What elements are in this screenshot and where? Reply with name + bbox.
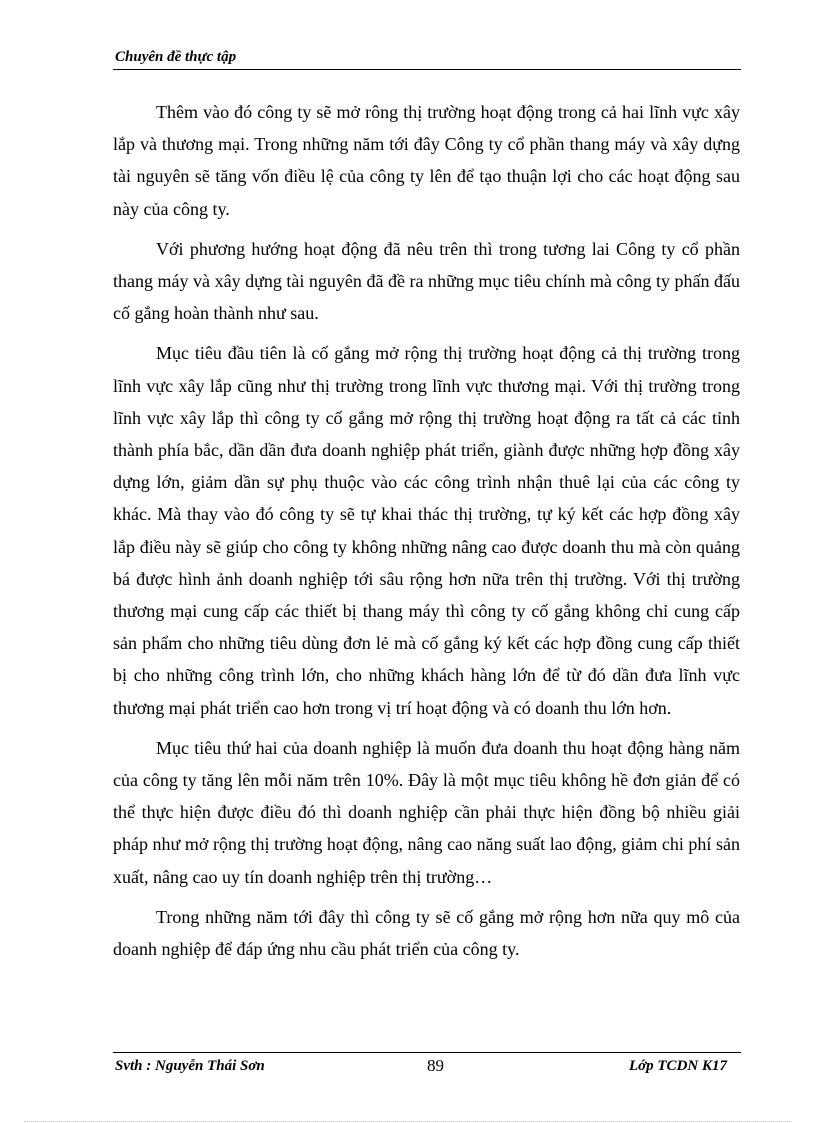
page-footer [113, 1052, 741, 1079]
document-body [113, 96, 740, 973]
paragraph: Trong những năm tới đây thì công ty sẽ cố gắng mở rộng hơn nữa quy mô của doanh nghiệp để đáp ứng nhu cầu phát triển của công ty. [113, 906, 740, 960]
footer-class-label: Lớp TCDN K17 [628, 1058, 727, 1074]
paragraph: Thêm vào đó công ty sẽ mở rông thị trường hoạt động trong cả hai lĩnh vực xây lắp và thương mại. Trong những năm tới đây Công ty cổ phần thang máy và xây dựng tài nguyên sẽ tăng vốn điều lệ của công ty lên để tạo thuận lợi cho các hoạt động sau này của công ty. [113, 102, 740, 219]
page-number: 89 [427, 1056, 444, 1075]
paragraph: Mục tiêu thứ hai của doanh nghiệp là muốn đưa doanh thu hoạt động hàng năm của công ty tăng lên mỗi năm trên 10%. Đây là một mục tiêu không hề đơn giản để có thể thực hiện được điều đó thì doanh nghiệp cần phải thực hiện đồng bộ nhiều giải pháp như mở rộng thị trường hoạt động, nâng cao năng suất lao động, giảm chi phí sản xuất, nâng cao uy tín doanh nghiệp trên thị trường… [113, 737, 740, 887]
page-bottom-edge [24, 1121, 792, 1122]
page-header [113, 47, 741, 70]
footer-author: Svth : Nguyễn Thái Sơn [115, 1058, 265, 1074]
paragraph: Mục tiêu đầu tiên là cố gắng mở rộng thị trường hoạt động cả thị trường trong lĩnh vực xây lắp cũng như thị trường trong lĩnh vực thương mại. Với thị trường trong lĩnh vực xây lắp thì công ty cố gắng mở rộng thị trường hoạt động ra tất cả các tỉnh thành phía bắc, dần dần đưa doanh nghiệp phát triển, giành được những hợp đồng xây dựng lớn, giảm dần sự phụ thuộc vào các công trình nhận thuê lại của các công ty khác. Mà thay vào đó công ty sẽ tự khai thác thị trường, tự ký kết các hợp đồng xây lắp điều này sẽ giúp cho công ty không những nâng cao được doanh thu mà còn quảng bá được hình ảnh doanh nghiệp tới sâu rộng hơn nữa trên thị trường. Với thị trường thương mại cung cấp các thiết bị thang máy thì công ty cố gắng không chỉ cung cấp sản phẩm cho những tiêu dùng đơn lẻ mà cố gắng ký kết các hợp đồng cung cấp thiết bị cho những công trình lớn, cho những khách hàng lớn để từ đó dần đưa lĩnh vực thương mại phát triển cao hơn trong vị trí hoạt động và có doanh thu lớn hơn. [113, 343, 740, 718]
paragraph: Với phương hướng hoạt động đã nêu trên thì trong tương lai Công ty cổ phần thang máy và xây dựng tài nguyên đã đề ra những mục tiêu chính mà công ty phấn đấu cố gắng hoàn thành như sau. [113, 238, 740, 324]
header-title: Chuyên đề thực tập [115, 49, 237, 65]
